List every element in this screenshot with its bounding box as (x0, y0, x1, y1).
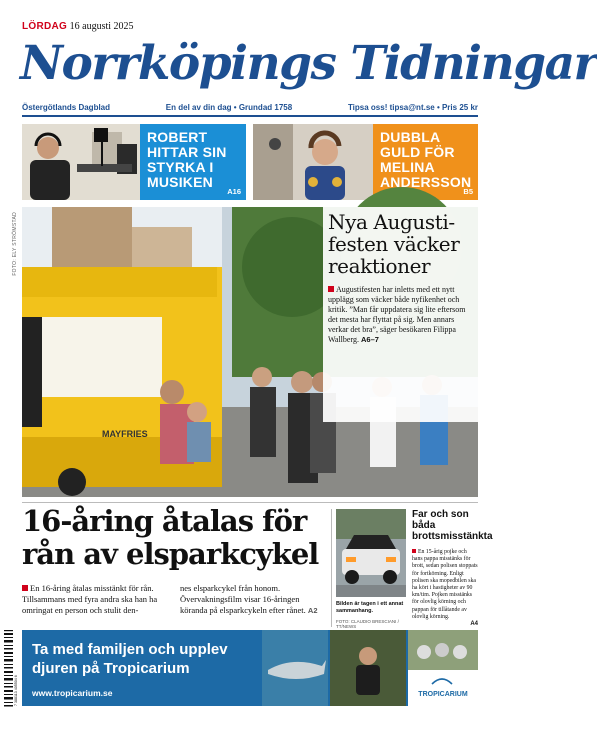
tip-contact: Tipsa oss! tipsa@nt.se • Pris 25 kr (347, 103, 478, 112)
side-story[interactable] (336, 509, 493, 629)
side-photo-caption: Bilden är tagen i ett annat sammanhang. (336, 601, 404, 614)
ad-url[interactable]: www.tropicarium.se (32, 688, 113, 698)
bullet-square-icon (328, 286, 334, 292)
car-illustration (336, 509, 406, 597)
musician-illustration (22, 124, 140, 200)
teaser-photo-musician[interactable] (22, 124, 140, 200)
teaser-athlete-page: B5 (463, 187, 473, 196)
robbery-col-2: nes elsparkcykel från honom. Övervakningsfilm visar 16-åringen köranda på elsparkcykeln efter rånet. A2 (180, 583, 318, 615)
barcode-bars (4, 628, 18, 708)
subtitle: Östergötlands Dagblad (22, 103, 111, 112)
masthead-rule (22, 115, 478, 117)
side-story-body: En 15-årig pojke och hans pappa misstänks för brott, sedan polisen stoppats för fortkörning. Enligt polisen ska mopedbilen ska ha kört i hastigheter av 90 km/tim. Pojken misstänks för olovlig körning och pappan för tillåtande av olovlig körning. A4 (412, 549, 478, 628)
robbery-page: A2 (307, 606, 318, 615)
ad-headline: Ta med familjen och upplev djuren på Tropicarium (32, 641, 228, 677)
truck-sign: MAYFRIES (102, 429, 148, 439)
date: 16 augusti 2025 (69, 21, 134, 32)
robbery-col-1: En 16-åring åtalas misstänkt för rån. Tillsammans med fyra andra ska han ha omringat en person och stulit den- (22, 583, 158, 615)
main-story[interactable] (323, 207, 478, 422)
athlete-illustration (253, 124, 373, 200)
weekday: LÖRDAG (22, 21, 68, 32)
masthead-subbar (22, 101, 478, 114)
section-divider (22, 502, 478, 503)
robbery-story (22, 583, 328, 629)
bullet-square-icon (22, 585, 28, 591)
newspaper-title: Norrköpings Tidningar (20, 36, 597, 91)
robbery-headline[interactable]: 16-åring åtalas för rån av elsparkcykel (22, 504, 319, 571)
barcode-digits: 7 388113 405504 6 (14, 675, 18, 706)
teaser-athlete-headline: DUBBLA GULD FÖR MELINA ANDERSSON (380, 129, 472, 190)
dateline (22, 21, 134, 32)
side-story-page: A4 (470, 621, 478, 628)
side-photo-car (336, 509, 406, 597)
teaser-photo-athlete[interactable] (253, 124, 373, 200)
barcode (4, 628, 18, 708)
main-story-page: A6–7 (360, 335, 379, 344)
main-story-body (328, 285, 472, 345)
column-divider (331, 509, 332, 627)
main-story-headline: Nya Augusti-festen väcker reaktioner (328, 210, 460, 278)
teaser-musician-page: A16 (227, 187, 241, 196)
side-photo-credit: FOTO: CLAUDIO BRESCIANI / TT/NEWS (336, 619, 399, 629)
main-story-text: Augustifesten har inletts med ett nytt upplägg som väcker både nyfikenhet och kritik. ”Man får uppdatera sig lite eftersom det mesta har flyttat på sig. Men annars verkar det bra”, säger besökaren Filippa Wallberg. (328, 285, 466, 344)
bullet-square-icon (412, 549, 416, 553)
teaser-musician[interactable] (140, 124, 246, 200)
side-story-headline: Far och son båda brottsmisstänkta (412, 509, 493, 542)
tagline: En del av din dag • Grundad 1758 (165, 103, 293, 112)
ad-logo: TROPICARIUM (418, 691, 468, 698)
main-photo-credit: FOTO: ELY STRÖMSTAD (12, 212, 18, 276)
ad-images (262, 630, 478, 706)
tropicarium-ad[interactable] (22, 630, 478, 706)
teaser-musician-headline: ROBERT HITTAR SIN STYRKA I MUSIKEN (147, 129, 227, 190)
